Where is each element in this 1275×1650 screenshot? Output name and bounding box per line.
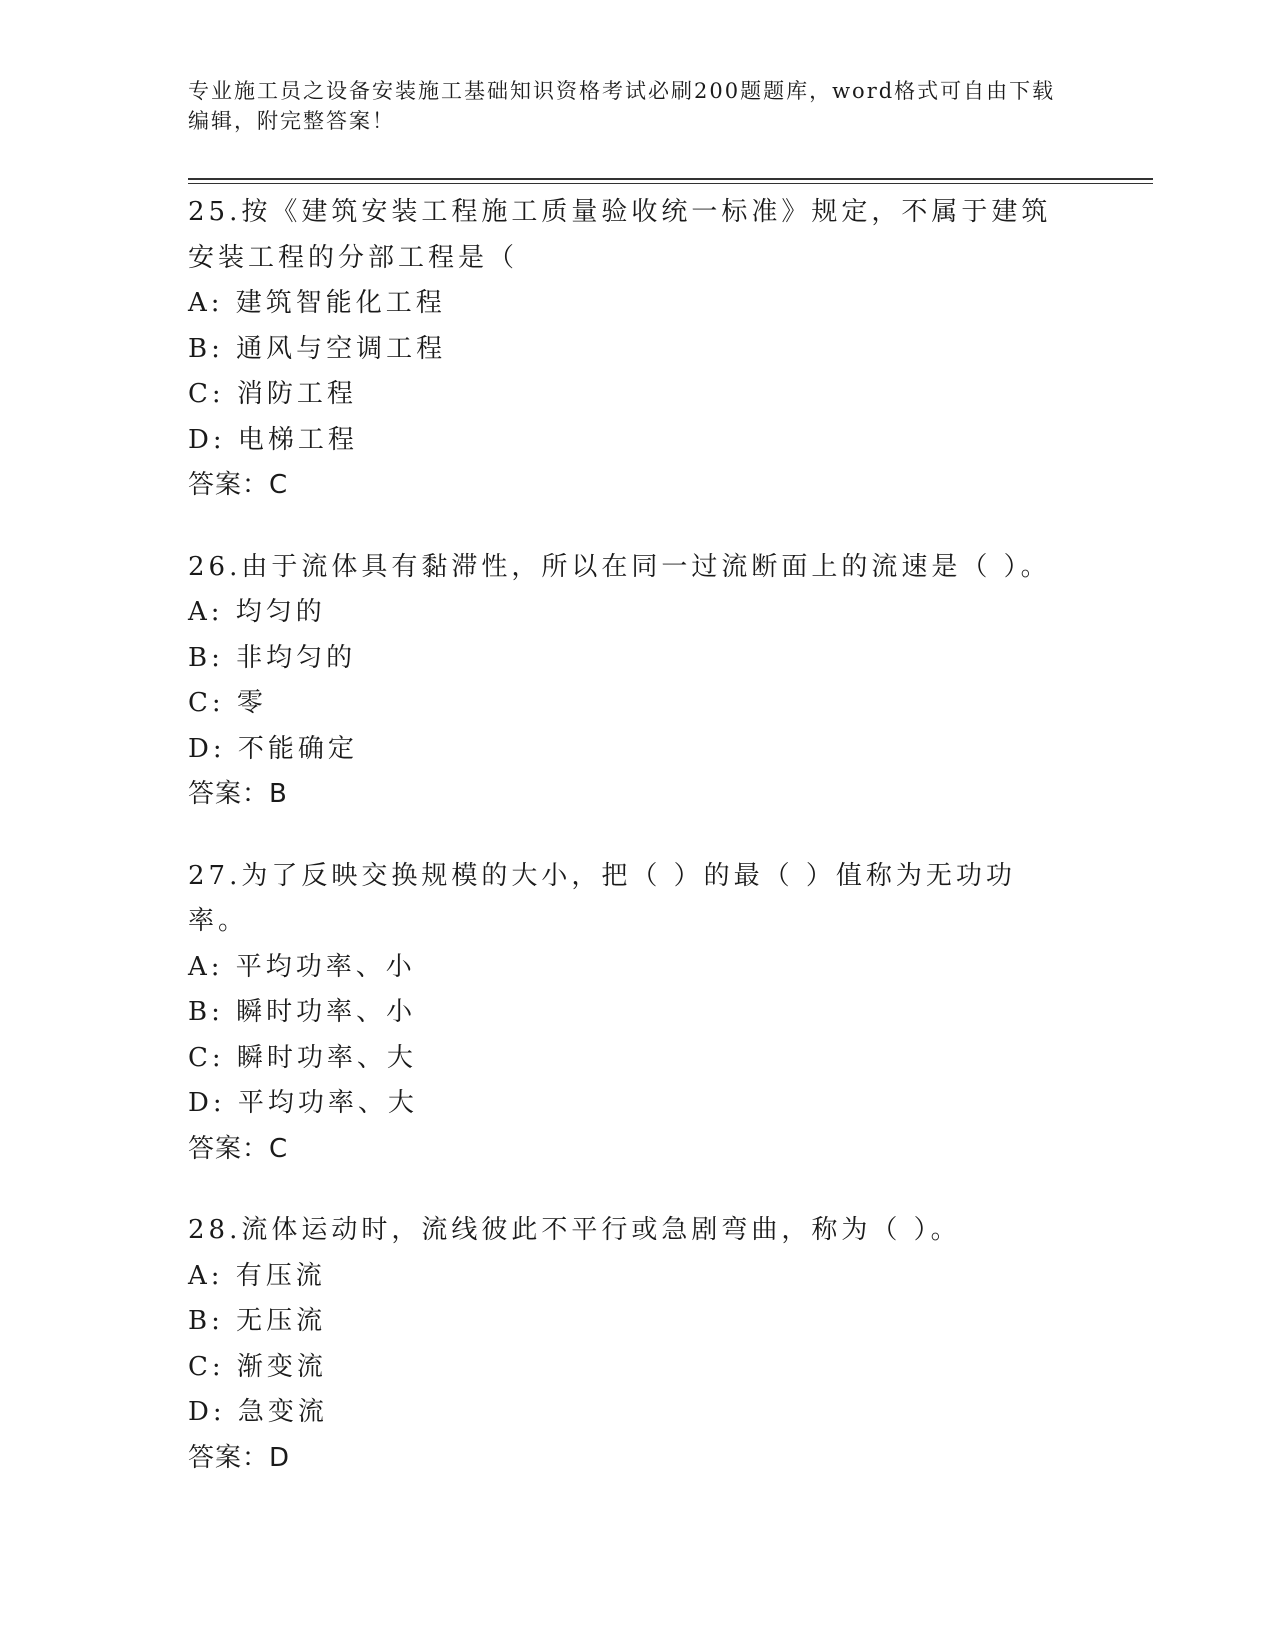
question-stem: 25.按《建筑安装工程施工质量验收统一标准》规定，不属于建筑安装工程的分部工程是（ — [188, 197, 1052, 273]
option-b: B: 非均匀的 — [188, 642, 357, 673]
question-26 — [188, 545, 1088, 818]
option-b: B: 通风与空调工程 — [188, 333, 447, 364]
answer-line: 答案：C — [188, 470, 289, 500]
question-28 — [188, 1208, 1088, 1481]
answer-line: 答案：B — [188, 779, 288, 809]
answer-line: 答案：C — [188, 1133, 289, 1164]
question-27 — [188, 854, 1088, 1173]
option-d: D: 急变流 — [188, 1397, 328, 1427]
option-c: C: 渐变流 — [188, 1351, 327, 1382]
answer-line: 答案：D — [188, 1442, 291, 1473]
question-stem: 28.流体运动时，流线彼此不平行或急剧弯曲，称为（ ）。 — [188, 1215, 961, 1245]
document-header: 专业施工员之设备安装施工基础知识资格考试必刷200题题库，word格式可自由下载编辑，附完整答案！ — [188, 79, 1056, 133]
question-list — [188, 190, 1088, 1517]
option-b: B: 无压流 — [188, 1306, 327, 1336]
option-d: D: 电梯工程 — [188, 424, 358, 455]
option-d: D: 不能确定 — [188, 733, 358, 764]
option-a: A: 均匀的 — [188, 597, 326, 627]
option-c: C: 消防工程 — [188, 379, 357, 409]
option-d: D: 平均功率、大 — [188, 1088, 418, 1118]
header-divider-thin — [188, 183, 1153, 184]
option-c: C: 零 — [188, 688, 267, 718]
question-stem: 27.为了反映交换规模的大小，把（ ）的最（ ）值称为无功功率。 — [188, 860, 1016, 936]
option-a: A: 平均功率、小 — [188, 951, 416, 982]
header-divider-thick — [188, 178, 1153, 180]
option-a: A: 建筑智能化工程 — [188, 288, 446, 318]
question-25 — [188, 190, 1088, 509]
option-c: C: 瞬时功率、大 — [188, 1042, 417, 1073]
option-a: A: 有压流 — [188, 1260, 326, 1291]
question-stem: 26.由于流体具有黏滞性，所以在同一过流断面上的流速是（ ）。 — [188, 551, 1051, 582]
option-b: B: 瞬时功率、小 — [188, 997, 417, 1027]
